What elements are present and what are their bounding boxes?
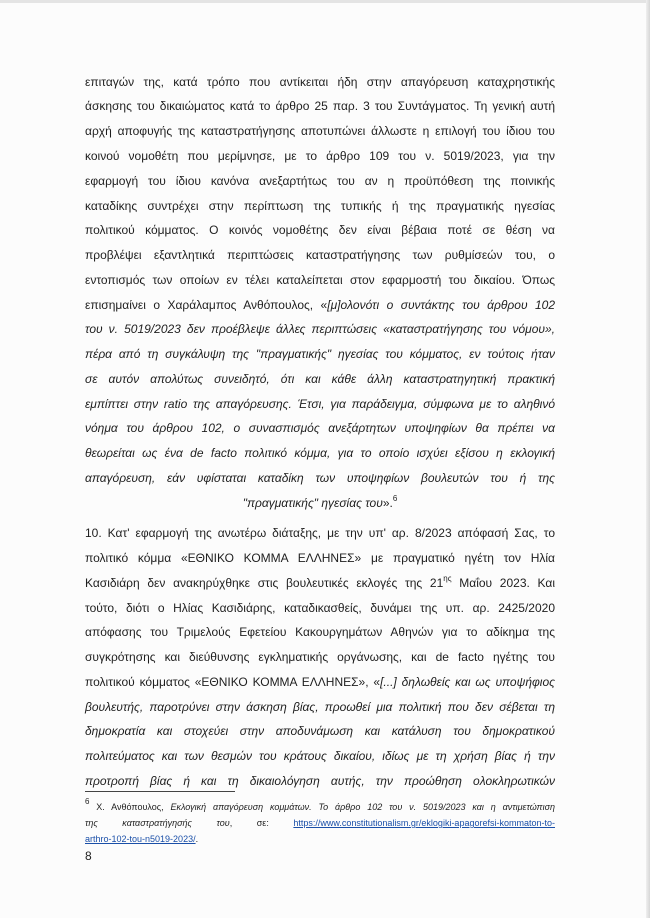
page-top-edge [0, 0, 650, 3]
footnote-line [85, 815, 555, 831]
para10-text: πολιτικού κόμματος «ΕΘΝΙΚΟ ΚΟΜΜΑ ΕΛΛΗΝΕΣ», « [85, 675, 381, 689]
para10-text: Μαΐου 2023. Και [451, 576, 556, 590]
quote-line: απαγόρευση, εάν υφίσταται καταδίκη των υποψηφίων βουλευτών του ή της [85, 471, 555, 485]
page-number: 8 [85, 849, 92, 863]
para10-quote-line: προτροπή βίας ή και τη δικαιολόγηση αυτής, την προώθηση ολοκληρωτικών [85, 774, 555, 788]
body-line: επιταγών της, κατά τρόπο που αντίκειται ήδη στην απαγόρευση καταχρηστικής [85, 75, 555, 89]
footnote-number: 6 [85, 797, 90, 806]
footnote-line [85, 831, 555, 847]
body-line: καταδίκης συντρέχει στην περίπτωση της τυπικής ή της πραγματικής ηγεσίας [85, 199, 555, 213]
footnote-ref-6[interactable]: 6 [392, 494, 398, 503]
quote-end-text: "πραγματικής" ηγεσίας του [242, 496, 383, 510]
para10-line: πολιτικό κόμμα «ΕΘΝΙΚΟ ΚΟΜΜΑ ΕΛΛΗΝΕΣ» με πραγματικό ηγέτη τον Ηλία [85, 551, 555, 565]
quote-line: σε αυτόν απολύτως συνειδητό, ότι και κάθε άλλη καταστρατηγητική πρακτική [85, 372, 555, 386]
footnote-link[interactable]: https://www.constitutionalism.gr/eklogiki-apagorefsi-kommaton-to- [293, 818, 555, 828]
quote-line: θεωρείται ως ένα de facto πολιτικό κόμμα, για το οποίο ισχύει εξίσου η εκλογική [85, 446, 555, 460]
footnote-separator [85, 791, 235, 792]
quote-line: του ν. 5019/2023 δεν προέβλεψε άλλες περιπτώσεις «καταστρατήγησης του νόμου», [85, 322, 555, 336]
footnote-title: Εκλογική απαγόρευση κομμάτων. Το άρθρο 102 του ν. 5019/2023 και η αντιμετώπιση [170, 802, 555, 812]
footnote-sep: , σε: [229, 818, 294, 828]
footnote-line [85, 799, 555, 815]
para10-quote-line: δημοκρατία και στοχεύει στην αποδυνάμωση και κατάλυση του δημοκρατικού [85, 724, 555, 738]
para10-quote-start: [...] δηλωθείς και ως υποψήφιος [380, 675, 555, 689]
quote-line: εμπίπτει στην ratio της απαγόρευσης. Έτσι, για παράδειγμα, σύμφωνα με το αληθινό [85, 397, 555, 411]
quote-start-text: [μ]ολονότι ο συντάκτης του άρθρου 102 [327, 298, 556, 312]
quote-intro-text: επισημαίνει ο Χαράλαμπος Ανθόπουλος, « [85, 298, 328, 312]
footnote-title-cont: της καταστρατήγησής του [85, 818, 230, 828]
footnote-link-cont[interactable]: arthro-102-tou-n5019-2023/ [85, 834, 196, 844]
body-line: εντοπισμός των οποίων εν τέλει καταλείπεται στον εφαρμοστή του δικαίου. Όπως [85, 273, 555, 287]
para10-line: συγκρότησης και διεύθυνσης εγκληματικής οργάνωσης, και de facto ηγέτης του [85, 650, 555, 664]
para10-quote-line: βουλευτής, παροτρύνει στην άσκηση βίας, προωθεί μια πολιτική που δεν σέβεται τη [85, 700, 555, 714]
body-line: εφαρμογή του ίδιου κανόνα ανεξαρτήτως του αν η προϋπόθεση της ποινικής [85, 174, 555, 188]
para10-line: τούτο, διότι ο Ηλίας Κασιδιάρης, καταδικασθείς, δυνάμει της υπ. αρ. 2425/2020 [85, 601, 555, 615]
para10-line: 10. Κατ' εφαρμογή της ανωτέρω διάταξης, με την υπ' αρ. 8/2023 απόφασή Σας, το [85, 526, 555, 540]
quote-end-line [85, 493, 555, 513]
body-line: κοινού νομοθέτη που μερίμνησε, με το άρθρο 109 του ν. 5019/2023, για την [85, 149, 555, 163]
quote-intro-line [85, 295, 555, 315]
body-line: προβλέψει εξαντλητικά περιπτώσεις καταστρατήγησης των ρυθμίσεών του, ο [85, 248, 555, 262]
page-right-edge [646, 0, 650, 918]
quote-line: νόημα του άρθρου 102, ο συνασπισμός ανεξάρτητων υποψηφίων θα πρέπει να [85, 421, 555, 435]
quote-line: πέρα από τη συγκάλυψη της "πραγματικής" ηγεσίας του κόμματος, εν τούτοις ήταν [85, 347, 555, 361]
body-line: άσκησης του δικαιώματος κατά το άρθρο 25 παρ. 3 του Συντάγματος. Τη γενική αυτή [85, 99, 555, 113]
para10-quote-line: πολιτεύματος και των θεσμών του κράτους δικαίου, ιδίως με τη χρήση βίας ή την [85, 749, 555, 763]
ordinal-suffix: ης [443, 574, 452, 583]
footnote-author: Χ. Ανθόπουλος, [89, 802, 171, 812]
quote-close: ». [382, 496, 393, 510]
body-line: πολιτικού κόμματος. Ο κοινός νομοθέτης δεν είναι βέβαια ποτέ σε θέση να [85, 223, 555, 237]
para10-line [85, 573, 555, 593]
footnote-end: . [195, 834, 199, 844]
para10-text: Κασιδιάρη δεν ανακηρύχθηκε στις βουλευτικές εκλογές της 21 [85, 576, 444, 590]
para10-line: απόφασης του Τριμελούς Εφετείου Κακουργημάτων Αθηνών για το αδίκημα της [85, 625, 555, 639]
para10-line [85, 672, 555, 692]
body-line: αρχή αποφυγής της καταστρατήγησης αποτυπώνει άλλωστε η επιλογή του ίδιου του [85, 124, 555, 138]
